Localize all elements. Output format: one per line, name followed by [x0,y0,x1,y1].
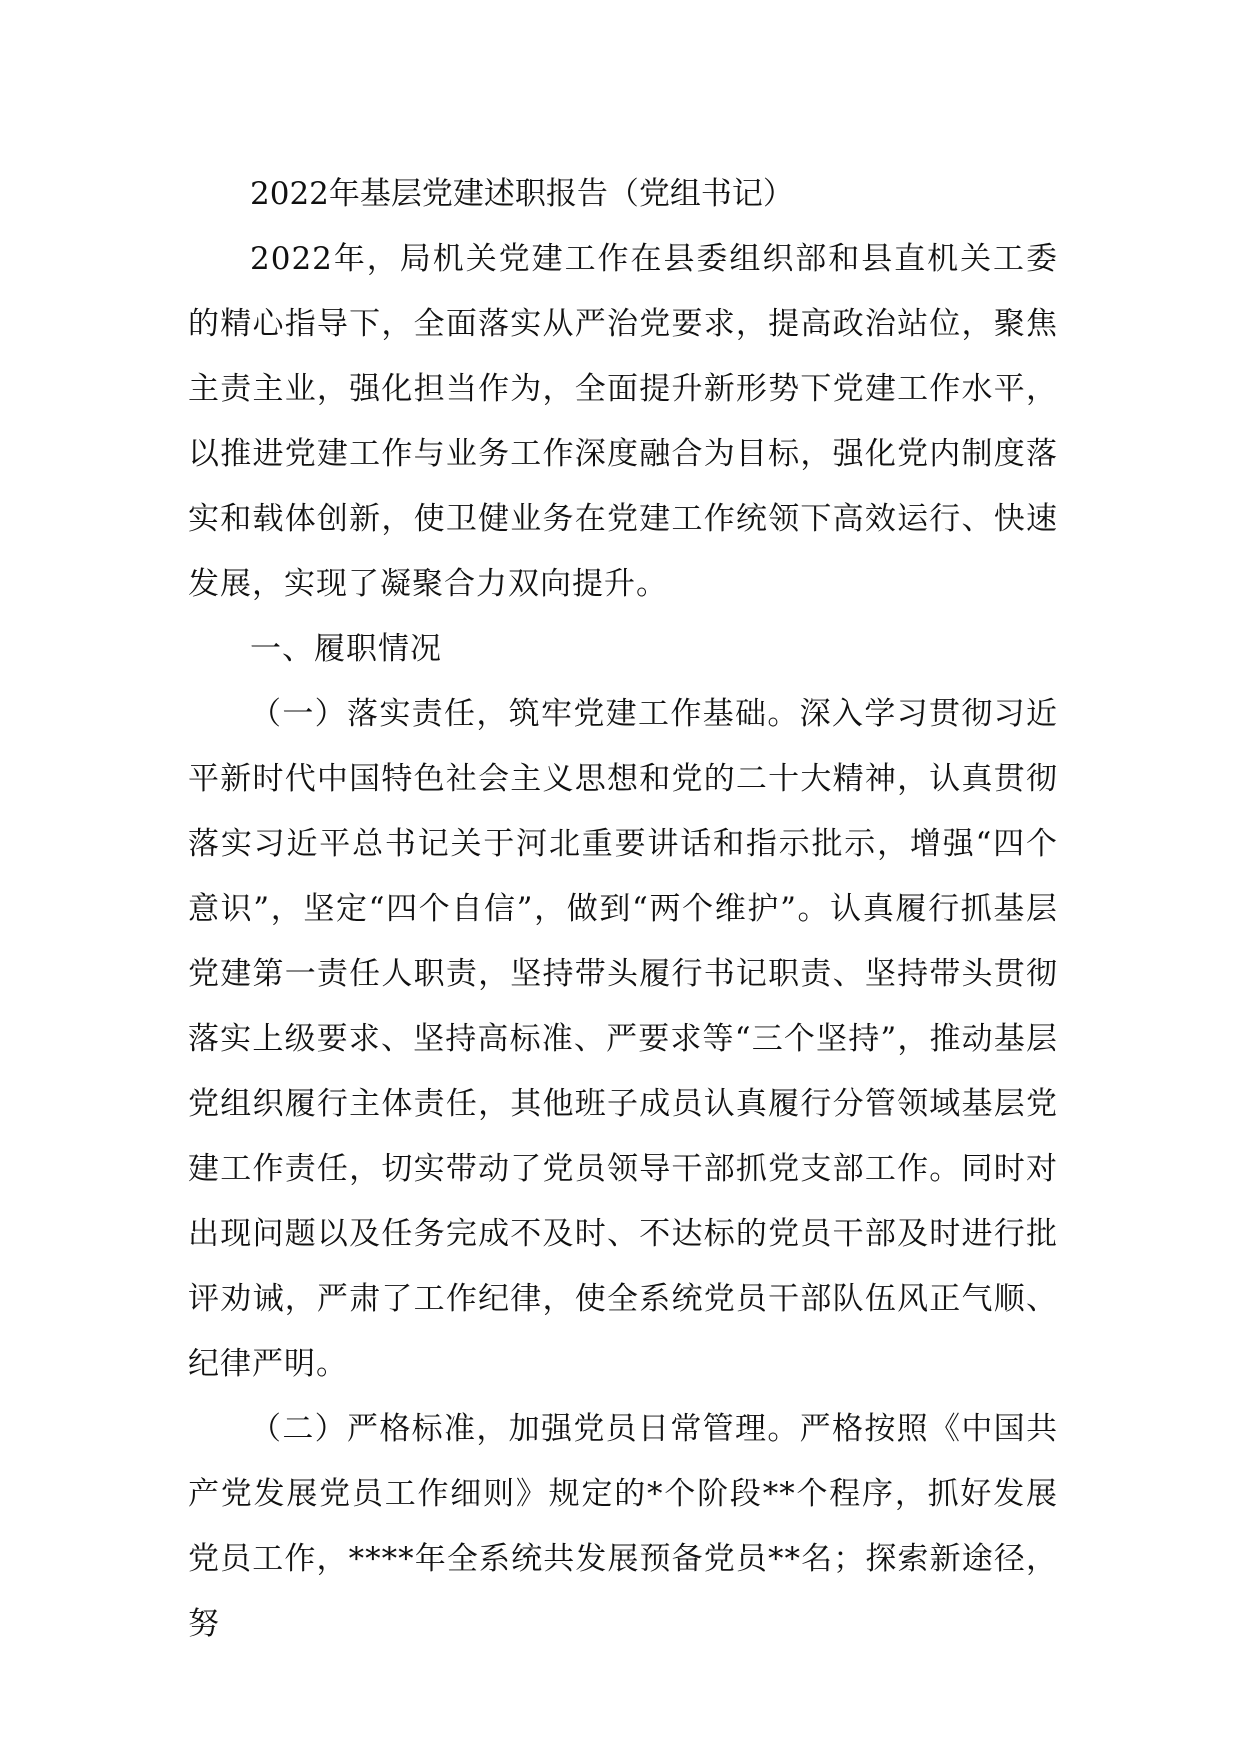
document-title: 2022年基层党建述职报告（党组书记） [250,176,794,212]
intro-paragraph: 2022年，局机关党建工作在县委组织部和县直机关工委的精心指导下，全面落实从严治党要求，提高政治站位，聚焦主责主业，强化担当作为，全面提升新形势下党建工作水平，以推进党建工作与业务工作深度融合为目标，强化党内制度落实和载体创新，使卫健业务在党建工作统领下高效运行、快速发展，实现了凝聚合力双向提升。 [188,241,1058,602]
section-heading: 一、履职情况 [250,631,442,667]
subsection-2-paragraph: （二）严格标准，加强党员日常管理。严格按照《中国共产党发展党员工作细则》规定的*个阶段**个程序，抓好发展党员工作，****年全系统共发展预备党员**名；探索新途径，努 [188,1411,1058,1642]
document-page [188,162,1058,1657]
subsection-1-paragraph: （一）落实责任，筑牢党建工作基础。深入学习贯彻习近平新时代中国特色社会主义思想和党的二十大精神，认真贯彻落实习近平总书记关于河北重要讲话和指示批示，增强“四个意识”，坚定“四个自信”，做到“两个维护”。认真履行抓基层党建第一责任人职责，坚持带头履行书记职责、坚持带头贯彻落实上级要求、坚持高标准、严要求等“三个坚持”，推动基层党组织履行主体责任，其他班子成员认真履行分管领域基层党建工作责任，切实带动了党员领导干部抓党支部工作。同时对出现问题以及任务完成不及时、不达标的党员干部及时进行批评劝诫，严肃了工作纪律，使全系统党员干部队伍风正气顺、纪律严明。 [188,696,1058,1382]
